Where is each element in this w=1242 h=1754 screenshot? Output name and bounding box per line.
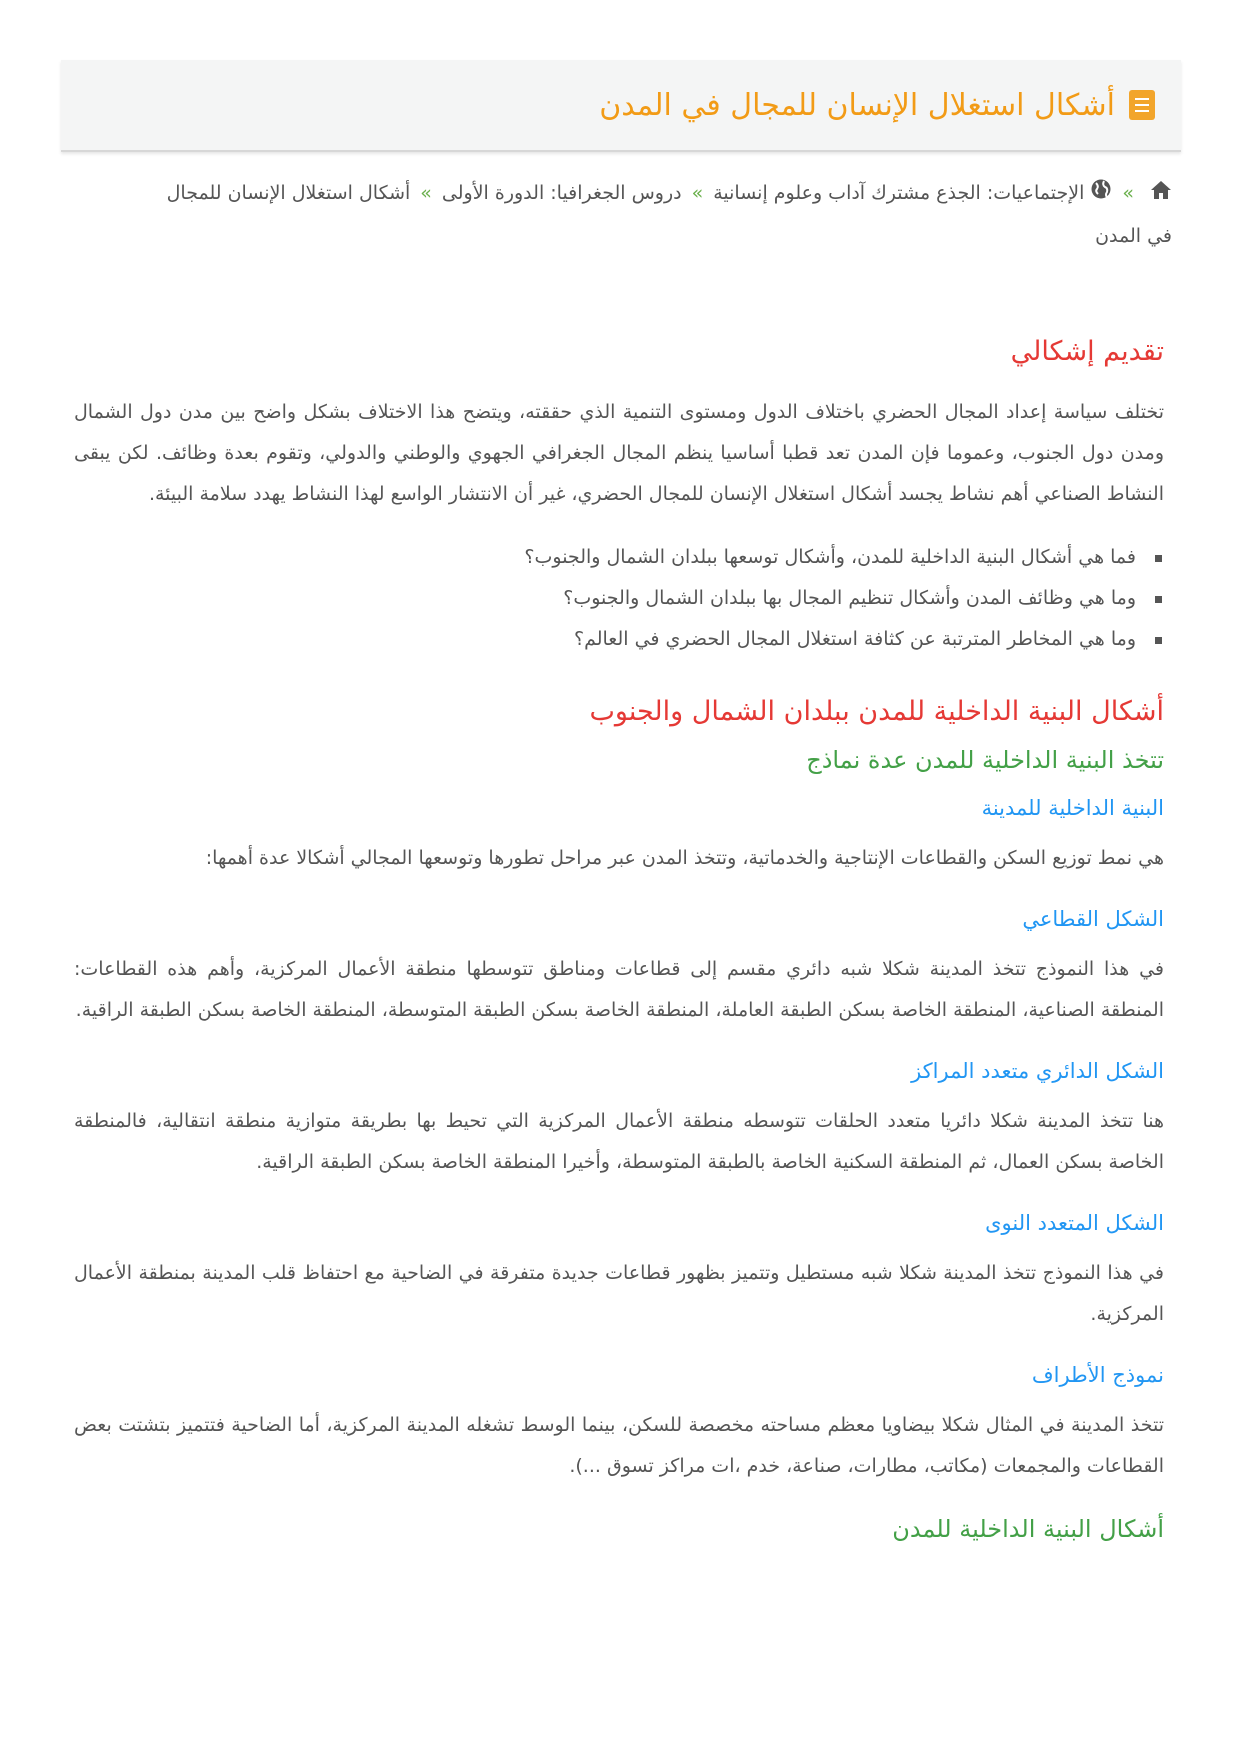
- breadcrumb-separator: »: [420, 182, 432, 204]
- block-title: الشكل الدائري متعدد المراكز: [911, 1059, 1164, 1083]
- list-item: فما هي أشكال البنية الداخلية للمدن، وأشكال توسعها ببلدان الشمال والجنوب؟: [74, 537, 1136, 578]
- block-title: الشكل المتعدد النوى: [985, 1211, 1164, 1235]
- block-text: في هذا النموذج تتخذ المدينة شكلا شبه مستطيل وتتميز بظهور قطاعات جديدة متفرقة في الضاحية مع احتفاظ قلب المدينة بمنطقة الأعمال المركزية.: [74, 1262, 1164, 1325]
- block-title: نموذج الأطراف: [1031, 1363, 1164, 1387]
- block-title: البنية الداخلية للمدينة: [981, 796, 1164, 820]
- block-text: هي نمط توزيع السكن والقطاعات الإنتاجية والخدماتية، وتتخذ المدن عبر مراحل تطورها وتوسعها المجالي أشكالا عدة أهمها:: [205, 847, 1164, 869]
- block-text: في هذا النموذج تتخذ المدينة شكلا شبه دائري مقسم إلى قطاعات ومناطق تتوسطها منطقة الأعمال المركزية، وأهم هذه القطاعات: المنطقة الصناعية، المنطقة الخاصة بسكن الطبقة العاملة، المنطقة الخاصة بسكن الطبقة المتوسطة، المنطقة الخاصة بسكن الطبقة الراقية.: [74, 958, 1164, 1021]
- block-text: تتخذ المدينة في المثال شكلا بيضاويا معظم مساحته مخصصة للسكن، بينما الوسط تشغله المدينة المركزية، أما الضاحية فتتميز بتشتت بعض القطاعات والمجمعات (مكاتب، مطارات، صناعة، خدم ،ات مراكز تسوق ...).: [74, 1414, 1164, 1477]
- intro-paragraph: تختلف سياسة إعداد المجال الحضري باختلاف الدول ومستوى التنمية الذي حققته، ويتضح هذا الاختلاف بشكل واضح بين مدن دول الشمال ومدن دول الجنوب، وعموما فإن المدن تعد قطبا أساسيا ينظم المجال الجغرافي الجهوي والوطني والدولي، وتقوم بعدة وظائف. لكن يبقى النشاط الصناعي أهم نشاط يجسد أشكال استغلال الإنسان للمجال الحضري، غير أن الانتشار الواسع لهذا النشاط يهدد سلامة البيئة.: [74, 401, 1164, 505]
- list-item: وما هي وظائف المدن وأشكال تنظيم المجال بها ببلدان الشمال والجنوب؟: [74, 578, 1136, 619]
- breadcrumb-current: أشكال استغلال الإنسان للمجال في المدن: [166, 182, 1172, 247]
- section-heading: أشكال البنية الداخلية للمدن ببلدان الشمال والجنوب: [589, 696, 1164, 727]
- block-title: الشكل القطاعي: [1022, 907, 1164, 931]
- page-title: أشكال استغلال الإنسان للمجال في المدن: [599, 87, 1115, 123]
- intro-heading: تقديم إشكالي: [1010, 336, 1164, 367]
- section-subheading: أشكال البنية الداخلية للمدن: [892, 1515, 1164, 1543]
- breadcrumb-link-geography-lessons[interactable]: دروس الجغرافيا: الدورة الأولى: [441, 182, 682, 204]
- article-content: [74, 330, 1164, 1559]
- page-header: [61, 60, 1181, 152]
- questions-list: [74, 537, 1164, 660]
- block-text: هنا تتخذ المدينة شكلا دائريا متعدد الحلقات تتوسطه منطقة الأعمال المركزية التي تحيط بها بطريقة متوازية منطقة انتقالية، فالمنطقة الخاصة بسكن العمال، ثم المنطقة السكنية الخاصة بالطبقة المتوسطة، وأخيرا المنطقة الخاصة بسكن الطبقة الراقية.: [74, 1110, 1164, 1173]
- section-subheading: تتخذ البنية الداخلية للمدن عدة نماذج: [806, 746, 1164, 774]
- list-item: وما هي المخاطر المترتبة عن كثافة استغلال المجال الحضري في العالم؟: [74, 619, 1136, 660]
- home-icon[interactable]: [1150, 173, 1172, 215]
- breadcrumb-link-social-studies[interactable]: الإجتماعيات: الجذع مشترك آداب وعلوم إنسانية: [713, 182, 1085, 204]
- globe-icon: [1090, 173, 1112, 215]
- breadcrumb: [142, 172, 1172, 257]
- document-icon: [1129, 90, 1155, 120]
- breadcrumb-separator: »: [1122, 182, 1134, 204]
- breadcrumb-separator: »: [691, 182, 704, 204]
